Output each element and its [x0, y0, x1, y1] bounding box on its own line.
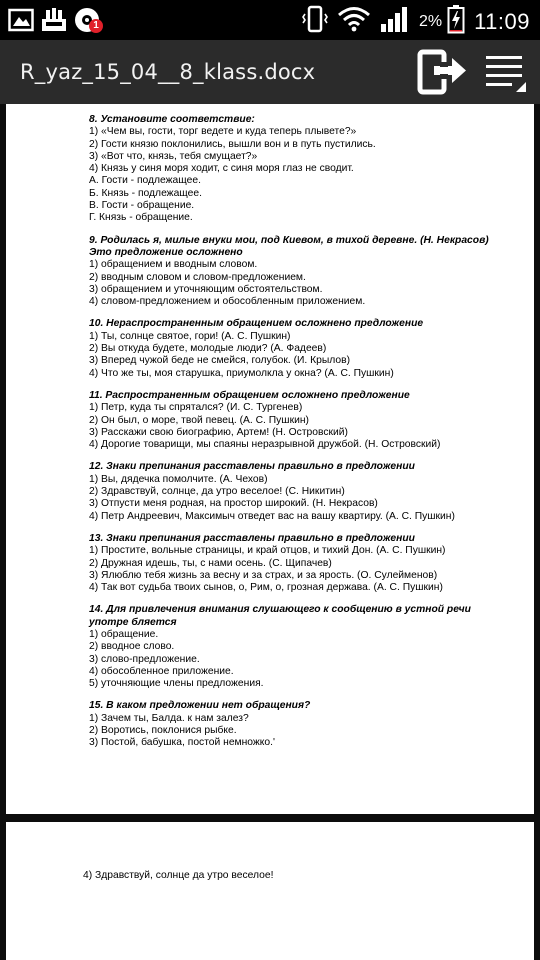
answer-option: В. Гости - обращение.: [89, 200, 195, 212]
question-heading: 8. Установите соответствие:: [89, 114, 255, 125]
notification-badge: 1: [89, 19, 103, 33]
question-heading: 9. Родилась я, милые внуки мои, под Киевом, в тихой деревне. (Н. Некрасов) Это предложение осложнено: [89, 234, 489, 258]
question-15: [89, 700, 509, 749]
document-title: R_yaz_15_04__8_klass.docx: [20, 60, 316, 84]
question-heading: 10. Нераспространенным обращением осложнено предложение: [89, 318, 424, 330]
music-app-icon: [74, 6, 104, 34]
image-icon: [8, 8, 34, 32]
answer-option: 3) слово-предложение.: [89, 653, 200, 665]
answer-option: 2) вводным словом и словом-предложением.: [89, 271, 306, 283]
answer-option: 5) уточняющие члены предложения.: [89, 678, 264, 690]
answer-option: 2) Вы откуда будете, молодые люди? (А. Фадеев): [89, 343, 327, 355]
battery-charging-icon: [447, 4, 465, 39]
answer-option: 1) обращением и вводным словом.: [89, 259, 258, 271]
answer-option: 1) «Чем вы, гости, торг ведете и куда теперь плывете?»: [89, 126, 357, 138]
answer-option: 3) Отпусти меня родная, на простор широкий. (Н. Некрасов): [89, 498, 378, 510]
answer-option: 3) обращением и уточняющим обстоятельством.: [89, 283, 323, 295]
question-heading: 11. Распространенным обращением осложнено предложение: [89, 389, 410, 401]
wifi-icon: [337, 6, 371, 37]
answer-option: Г. Князь - обращение.: [89, 212, 193, 224]
menu-button[interactable]: [484, 52, 528, 92]
question-9: [89, 235, 509, 309]
question-heading: 13. Знаки препинания расставлены правильно в предложении: [89, 532, 415, 544]
battery-percent: 2%: [418, 12, 443, 30]
menu-icon: [484, 79, 528, 96]
app-bar: [0, 40, 540, 104]
answer-option: 1) Зачем ты, Балда. к нам залез?: [89, 712, 249, 724]
exit-icon: [414, 85, 468, 102]
answer-option: А. Гости - подлежащее.: [89, 175, 201, 187]
clock: 11:09: [474, 8, 530, 34]
answer-option: 2) Здравствуй, солнце, да утро веселое! (С. Никитин): [89, 486, 345, 498]
answer-option: 3) Расскажи свою биографию, Артем! (Н. Островский): [89, 426, 348, 438]
answer-option: 4) Здравствуй, солнце да утро веселое!: [83, 870, 274, 881]
document-content: [89, 114, 509, 760]
question-12: [89, 461, 509, 522]
exit-button[interactable]: [414, 46, 468, 98]
answer-option: 3) Ялюблю тебя жизнь за весну и за страх, и за ярость. (О. Сулейменов): [89, 569, 438, 581]
answer-option: 1) Вы, дядечка помолчите. (А. Чехов): [89, 473, 268, 485]
answer-option: 1) Петр, куда ты спрятался? (И. С. Тургенев): [89, 402, 303, 414]
answer-option: 2) Дружная идешь, ты, с нами осень. (С. Щипачев): [89, 557, 332, 569]
question-13: [89, 533, 509, 594]
answer-option: 4) обособленное приложение.: [89, 665, 234, 677]
answer-option: 2) Гости князю поклонились, вышли вон и в путь пустились.: [89, 138, 376, 150]
answer-option: 1) обращение.: [89, 628, 159, 640]
answer-option: 4) Так вот судьба твоих сынов, о, Рим, о, грозная держава. (А. С. Пушкин): [89, 582, 443, 594]
answer-option: 3) «Вот что, князь, тебя смущает?»: [89, 150, 258, 162]
answer-option: 4) Петр Андреевич, Максимыч отведет вас на вашу квартиру. (А. С. Пушкин): [89, 510, 455, 522]
answer-option: 4) Что же ты, моя старушка, приумолкла у окна? (А. С. Пушкин): [89, 367, 394, 379]
question-11: [89, 390, 509, 451]
question-heading: 15. В каком предложении нет обращения?: [89, 700, 311, 712]
signal-icon: [380, 5, 410, 38]
question-8: [89, 114, 509, 225]
answer-option: 4) Дорогие товарищи, мы спаяны неразрывной дружбой. (Н. Островский): [89, 439, 441, 451]
usb-icon: [40, 7, 68, 33]
answer-option: 4) Князь у синя моря ходит, с синя моря глаз не сводит.: [89, 163, 354, 175]
answer-option: 3) Вперед чужой беде не смейся, голубок. (И. Крылов): [89, 355, 351, 367]
answer-option: Б. Князь - подлежащее.: [89, 187, 202, 199]
question-10: [89, 318, 509, 379]
system-icons: [302, 4, 530, 39]
question-14: [89, 604, 509, 690]
question-heading: 12. Знаки препинания расставлены правильно в предложении: [89, 461, 415, 473]
document-page-2[interactable]: [6, 822, 534, 960]
answer-option: 3) Постой, бабушка, постой немножко.': [89, 737, 275, 749]
notification-icons: [8, 6, 104, 34]
status-bar: [0, 0, 540, 40]
answer-option: 2) вводное слово.: [89, 641, 175, 653]
question-heading: 14. Для привлечения внимания слушающего к сообщению в устной речи употре бляется: [89, 604, 471, 628]
answer-option: 1) Ты, солнце святое, гори! (А. С. Пушкин): [89, 330, 291, 342]
answer-option: 1) Простите, вольные страницы, и край отцов, и тихий Дон. (А. С. Пушкин): [89, 545, 446, 557]
answer-option: 4) словом-предложением и обособленным приложением.: [89, 296, 366, 308]
answer-option: 2) Он был, о море, твой певец. (А. С. Пушкин): [89, 414, 309, 426]
vibrate-icon: [302, 5, 328, 38]
answer-option: 2) Воротись, поклонися рыбке.: [89, 725, 237, 737]
document-page-1[interactable]: [6, 104, 534, 814]
